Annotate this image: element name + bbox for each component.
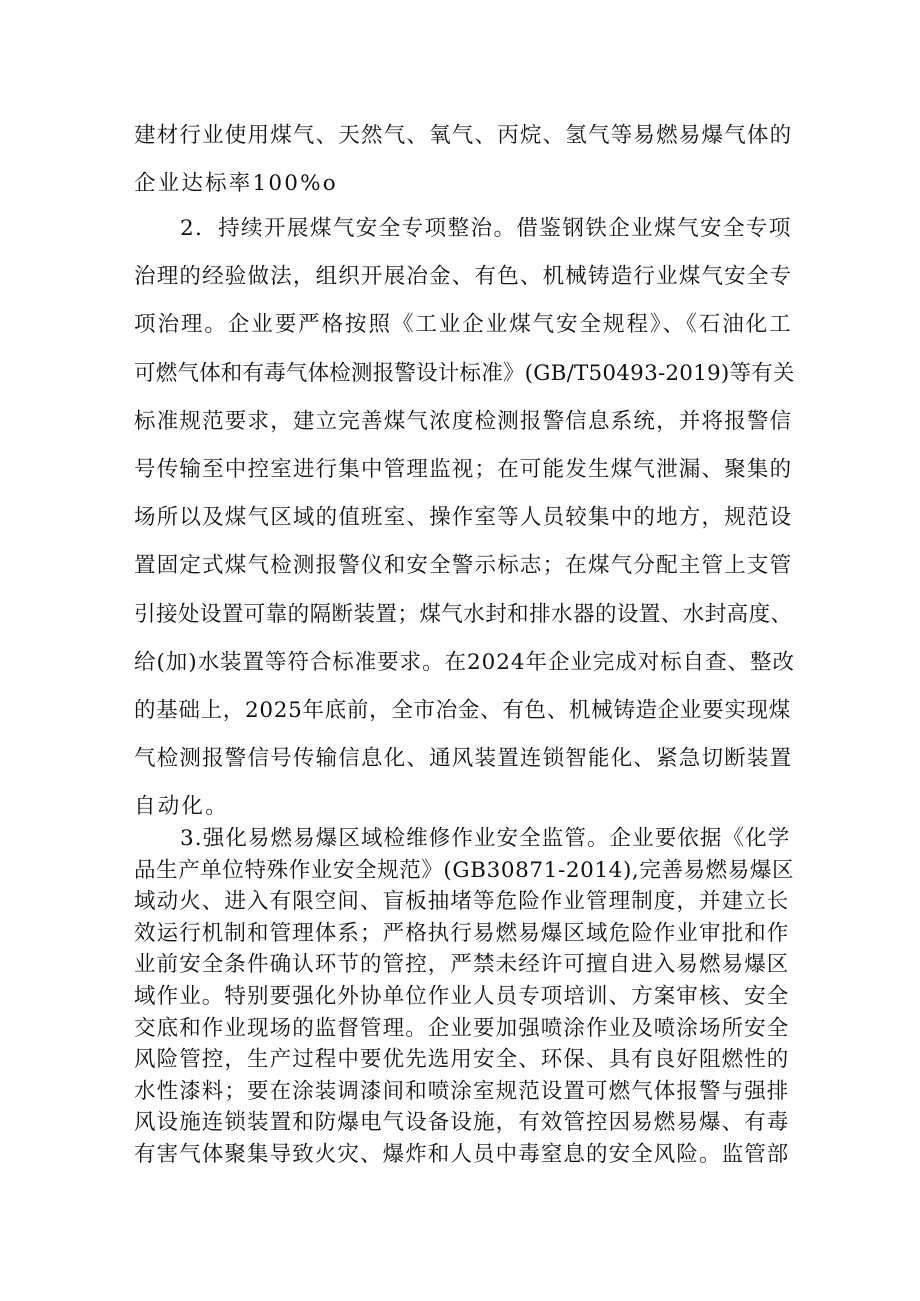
text-line: 企业达标率100%o [134, 171, 338, 196]
text-line: 气检测报警信号传输信息化、通风装置连锁智能化、紧急切断装置 [134, 746, 793, 772]
text-line: 水性漆料；要在涂装调漆间和喷涂室规范设置可燃气体报警与强排 [134, 1078, 790, 1104]
text-line: 标准规范要求，建立完善煤气浓度检测报警信息系统，并将报警信 [134, 408, 793, 434]
text-line: 有害气体聚集导致火灾、爆炸和人员中毒窒息的安全风险。监管部 [134, 1141, 790, 1167]
text-line: 3.强化易燃易爆区域检维修作业安全监管。企业要依据《化学 [180, 826, 791, 851]
text-line: 风险管控，生产过程中要优先选用安全、环保、具有良好阻燃性的 [134, 1047, 790, 1073]
text-line: 治理的经验做法，组织开展冶金、有色、机械铸造行业煤气安全专 [134, 264, 793, 290]
text-line: 效运行机制和管理体系；严格执行易燃易爆区域危险作业审批和作 [134, 920, 790, 946]
text-line: 域作业。特别要强化外协单位作业人员专项培训、方案审核、安全 [134, 983, 790, 1009]
text-line: 引接处设置可靠的隔断装置；煤气水封和排水器的设置、水封高度、 [134, 601, 793, 627]
paragraph-2 [134, 205, 796, 831]
text-line: 交底和作业现场的监督管理。企业要加强喷涂作业及喷涂场所安全 [134, 1015, 790, 1041]
text-line: 号传输至中控室进行集中管理监视；在可能发生煤气泄漏、聚集的 [134, 456, 793, 482]
text-line: 域动火、进入有限空间、盲板抽堵等危险作业管理制度，并建立长 [134, 889, 790, 915]
text-line: 建材行业使用煤气、天然气、氧气、丙烷、氢气等易燃易爆气体的 [134, 123, 793, 148]
text-line: 2．持续开展煤气安全专项整治。借鉴钢铁企业煤气安全专项 [180, 216, 792, 241]
paragraph-1 [134, 112, 796, 208]
text-line: 业前安全条件确认环节的管控，严禁未经许可擅自进入易燃易爆区 [134, 952, 790, 978]
text-line: 可燃气体和有毒气体检测报警设计标准》(GB/T50493-2019)等有关 [134, 360, 795, 386]
text-line: 场所以及煤气区域的值班室、操作室等人员较集中的地方，规范设 [134, 505, 793, 531]
text-line: 品生产单位特殊作业安全规范》(GB30871-2014),完善易燃易爆区 [134, 857, 795, 883]
text-line: 项治理。企业要严格按照《工业企业煤气安全规程》、《石油化工 [134, 312, 793, 338]
paragraph-3 [134, 823, 796, 1171]
text-line: 置固定式煤气检测报警仪和安全警示标志；在煤气分配主管上支管 [134, 553, 793, 579]
text-line: 风设施连锁装置和防爆电气设备设施，有效管控因易燃易爆、有毒 [134, 1110, 790, 1136]
text-line: 给(加)水装置等符合标准要求。在2024年企业完成对标自查、整改 [134, 649, 795, 675]
text-line: 自动化。 [134, 794, 229, 820]
text-line: 的基础上，2025年底前，全市冶金、有色、机械铸造企业要实现煤 [134, 697, 791, 723]
